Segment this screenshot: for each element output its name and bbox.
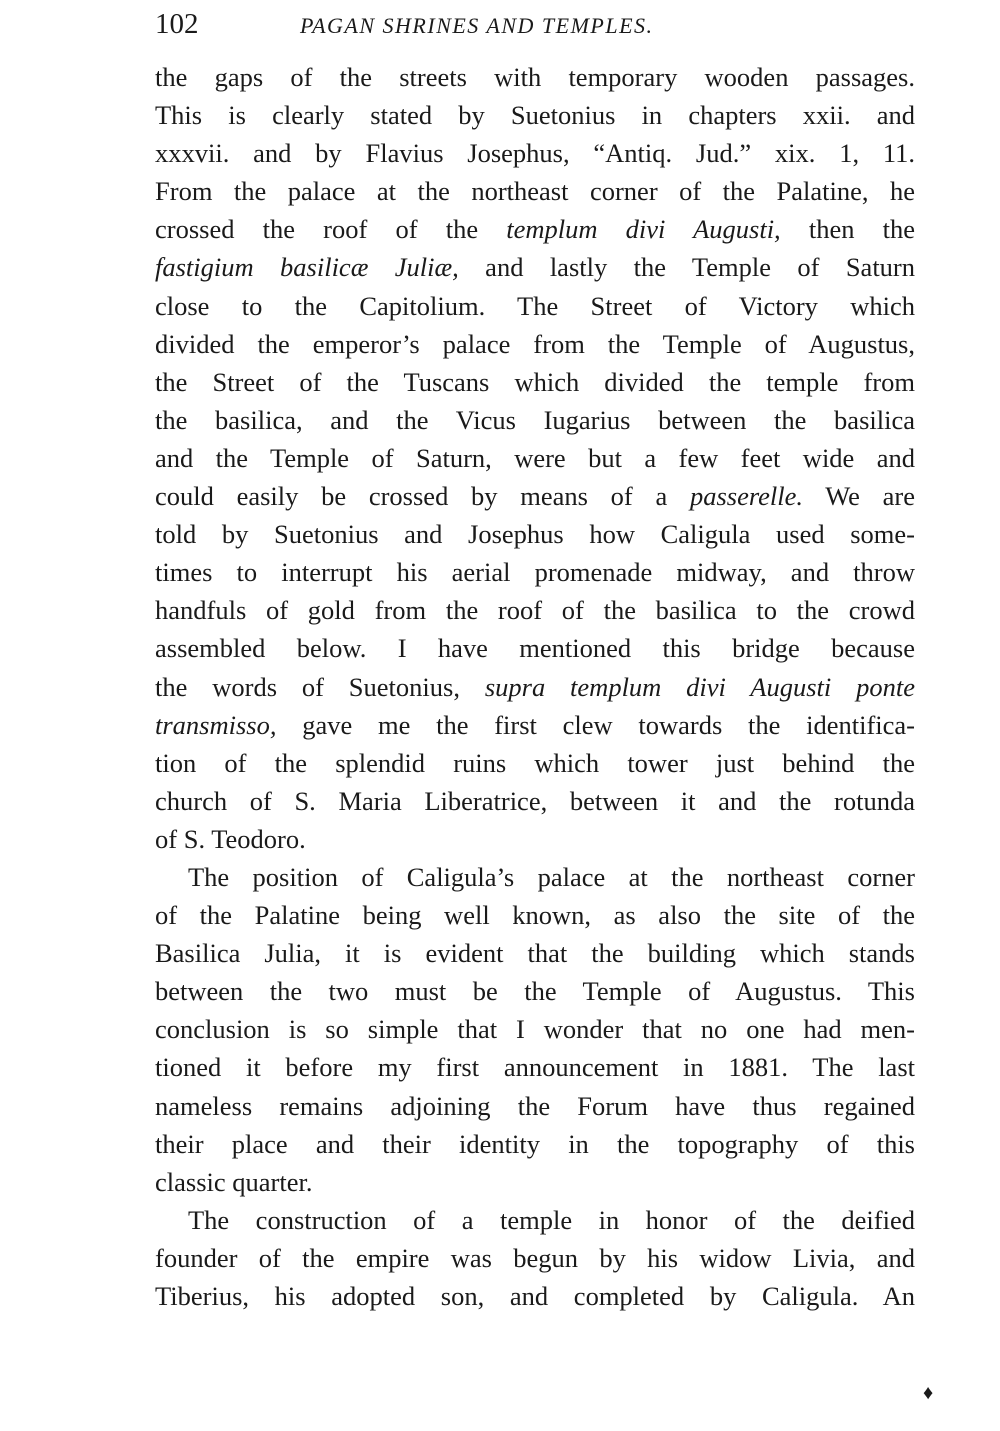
text-line <box>155 477 915 515</box>
text-line: of the Palatine being well known, as also the site of the <box>155 900 915 931</box>
running-head <box>155 4 915 44</box>
text-line: founder of the empire was begun by his widow Livia, and <box>155 1242 915 1273</box>
text-line: and the Temple of Saturn, were but a few feet wide and <box>155 442 915 473</box>
text-line: their place and their identity in the topography of this <box>155 1128 915 1159</box>
text-line: conclusion is so simple that I wonder that no one had men- <box>155 1014 915 1045</box>
text-run: the words of Suetonius, <box>155 671 485 702</box>
text-run: could easily be crossed by means of a <box>155 481 690 512</box>
latin-phrase: transmisso, <box>155 709 277 740</box>
text-line: times to interrupt his aerial promenade midway, and throw <box>155 557 915 588</box>
running-title: PAGAN SHRINES AND TEMPLES. <box>300 13 654 38</box>
text-line: close to the Capitolium. The Street of Victory which <box>155 290 915 321</box>
text-line <box>155 668 915 706</box>
latin-phrase: templum divi Augusti, <box>506 214 781 245</box>
text-line: of S. Teodoro. <box>155 823 306 854</box>
text-line: assembled below. I have mentioned this bridge because <box>155 633 915 664</box>
text-line: xxxvii. and by Flavius Josephus, “Antiq. Jud.” xix. 1, 11. <box>155 138 915 169</box>
text-line: Basilica Julia, it is evident that the building which stands <box>155 938 915 969</box>
body-text <box>155 58 915 1315</box>
text-line: Tiberius, his adopted son, and completed by Caligula. An <box>155 1281 915 1311</box>
text-line: tioned it before my first announcement in 1881. The last <box>155 1052 915 1083</box>
text-line: church of S. Maria Liberatrice, between it and the rotunda <box>155 785 915 816</box>
latin-phrase: supra templum divi Augusti ponte <box>484 671 916 702</box>
text-line: handfuls of gold from the roof of the basilica to the crowd <box>155 595 915 626</box>
text-run: gave me the first clew towards the identifica- <box>276 709 915 740</box>
text-line: The construction of a temple in honor of the deified <box>188 1204 915 1235</box>
text-line <box>155 248 915 286</box>
latin-phrase: fastigium basilicæ Juliæ, <box>155 252 459 283</box>
text-line: nameless remains adjoining the Forum have thus regained <box>155 1090 915 1121</box>
text-line <box>155 210 915 248</box>
text-run: then the <box>780 214 916 245</box>
diamond-ornament-icon: ♦ <box>923 1382 934 1404</box>
text-line: divided the emperor’s palace from the Temple of Augustus, <box>155 328 915 359</box>
text-line: This is clearly stated by Suetonius in chapters xxii. and <box>155 100 915 131</box>
text-line: classic quarter. <box>155 1166 313 1197</box>
text-run: and lastly the Temple of Saturn <box>458 252 915 283</box>
text-line: between the two must be the Temple of Augustus. This <box>155 976 915 1007</box>
text-run: We are <box>803 481 915 512</box>
text-line: the gaps of the streets with temporary wooden passages. <box>155 62 915 92</box>
text-line <box>155 706 915 744</box>
text-line: told by Suetonius and Josephus how Caligula used some- <box>155 519 915 550</box>
text-run: crossed the roof of the <box>155 214 507 245</box>
text-line: tion of the splendid ruins which tower just behind the <box>155 747 915 778</box>
text-line: the basilica, and the Vicus Iugarius between the basilica <box>155 404 915 435</box>
text-line: the Street of the Tuscans which divided the temple from <box>155 366 915 397</box>
text-line: The position of Caligula’s palace at the northeast corner <box>188 861 915 892</box>
french-phrase: passerelle. <box>689 481 804 512</box>
page-number: 102 <box>155 8 199 40</box>
text-line: From the palace at the northeast corner of the Palatine, he <box>155 176 915 207</box>
